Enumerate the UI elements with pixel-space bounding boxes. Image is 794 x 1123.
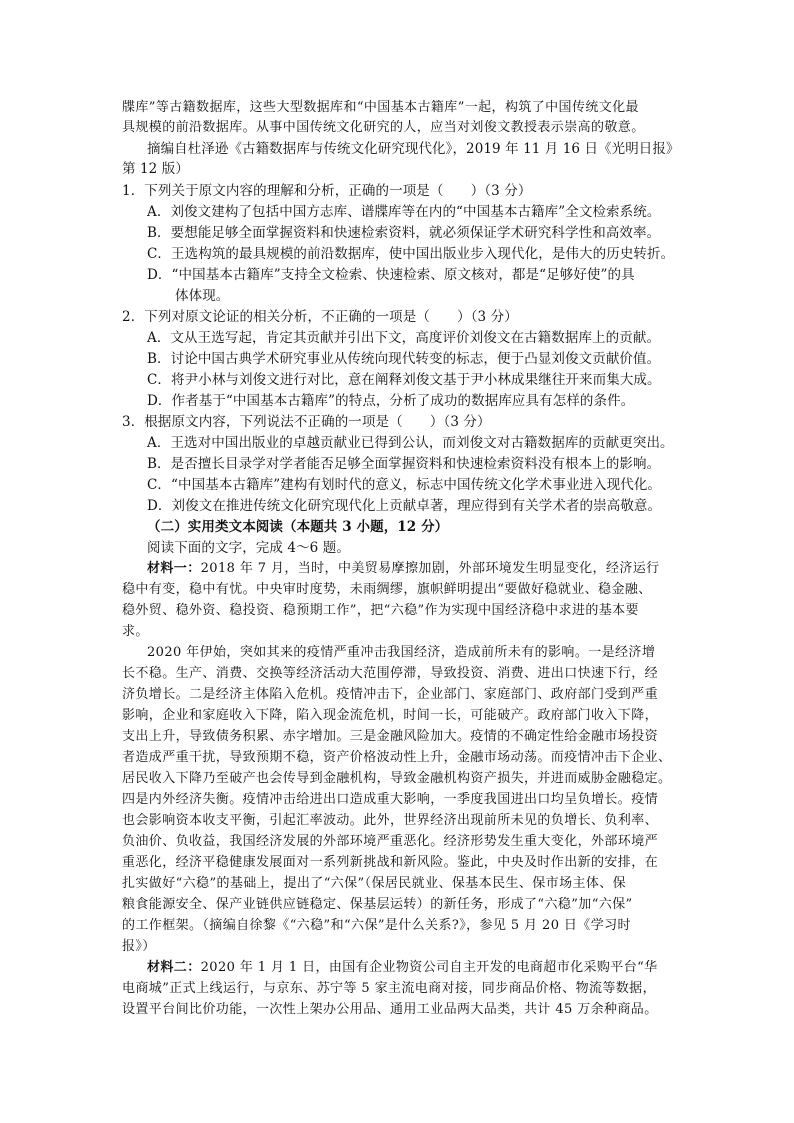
- question-1-stem: 1．下列关于原文内容的理解和分析，正确的一项是（ ）（3 分）: [122, 183, 532, 199]
- material-1-p2-line-9: 也会影响资本收支平衡，引起汇率波动。此外，世界经济出现前所未见的负增长、负利率、: [122, 813, 659, 828]
- question-3-option-b: B．是否擅长目录学对学者能否足够全面掌握资料和快速检索资料没有根本上的影响。: [147, 456, 661, 472]
- question-3-option-d: D．刘俊文在推进传统文化研究现代化上贡献卓著，理应得到有关学术者的崇高敬意。: [147, 498, 662, 514]
- material-1-label: 材料一：: [147, 561, 201, 576]
- question-1-option-d: D．“中国基本古籍库”支持全文检索、快速检索、原文核对，都是“足够好使”的具: [147, 267, 635, 283]
- question-2-option-c: C．将尹小林与刘俊文进行对比，意在阐释刘俊文基于尹小林成果继往开来而集大成。: [147, 372, 661, 388]
- material-1-p2-line-13: 粮食能源安全、保产业链供应链稳定、保基层运转）的新任务，形成了“六稳”加“六保”: [122, 897, 633, 912]
- material-1-p2-line-15: 报》）: [122, 939, 156, 954]
- material-1-p2-line-4: 影响，企业和家庭收入下降，陷入现金流危机，时间一长，可能破产。政府部门收入下降，: [122, 708, 659, 723]
- material-1-p2-line-3: 济负增长。二是经济主体陷入危机。疫情冲击下，企业部门、家庭部门、政府部门受到严重: [122, 687, 659, 702]
- question-2-option-a: A．文从王选写起，肯定其贡献并引出下文，高度评价刘俊文在古籍数据库上的贡献。: [147, 330, 661, 346]
- material-1-line-4: 求。: [122, 624, 149, 639]
- material-2-line-3: 设置平台间比价功能，一次性上架办公用品、通用工业品两大品类，共计 45 万余种商品。: [122, 1002, 658, 1017]
- material-1-line-2: 稳中有变，稳中有忧。中央审时度势，未雨绸缪，旗帜鲜明提出“要做好稳就业、稳金融、: [122, 582, 652, 597]
- material-1-p2-line-14: 的工作框架。（摘编自徐黎《“六稳”和“六保”是什么关系?》，参见 5 月 20 日《学习时: [122, 918, 631, 933]
- question-2-option-d: D．作者基于“中国基本古籍库”的特点，分析了成功的数据库应具有怎样的条件。: [147, 393, 635, 409]
- question-2-stem: 2．下列对原文论证的相关分析，不正确的一项是（ ）（3 分）: [122, 309, 518, 325]
- intro-end-line-2: 具规模的前沿数据库。从事中国传统文化研究的人，应当对刘俊文教授表示崇高的敬意。: [122, 120, 645, 135]
- material-1-p2-line-8: 四是内外经济失衡。疫情冲击给进出口造成重大影响，一季度我国进出口均呈负增长。疫情: [122, 792, 659, 807]
- material-1-p2-line-5: 支出上升，导致债务积累、赤字增加。三是金融风险加大。疫情的不确定性给金融市场投资: [122, 729, 659, 744]
- material-1-p2-line-6: 者造成严重干扰，导致预期不稳，资产价格波动性上升，金融市场动荡。而疫情冲击下企业、: [122, 750, 672, 765]
- material-1-p2-line-10: 负油价、负收益，我国经济发展的外部环境严重恶化。经济形势发生重大变化，外部环境严: [122, 834, 659, 849]
- question-1-option-c: C．王选构筑的最具规模的前沿数据库，使中国出版业步入现代化，是伟大的历史转折。: [147, 246, 675, 262]
- question-1-option-d-continued: 体体现。: [175, 288, 230, 304]
- question-1-option-b: B．要想能足够全面掌握资料和快速检索资料，就必须保证学术研究科学性和高效率。: [147, 225, 661, 241]
- material-1-p2-line-7: 居民收入下降乃至破产也会传导到金融机构，导致金融机构资产损失，并进而威胁金融稳定。: [122, 771, 672, 786]
- source-citation-line-2: 第 12 版）: [122, 161, 189, 177]
- material-1-p2-line-2: 长不稳。生产、消费、交换等经济活动大范围停滞，导致投资、消费、进出口快速下行，经: [122, 666, 659, 681]
- material-1-line-3: 稳外贸、稳外资、稳投资、稳预期工作”，把“六稳”作为实现中国经济稳中求进的基本要: [122, 603, 639, 618]
- question-1-option-a: A．刘俊文建构了包括中国方志库、谱牒库等在内的“中国基本古籍库”全文检索系统。: [147, 204, 661, 220]
- material-1-line-1: [147, 559, 660, 579]
- question-2-option-b: B．讨论中国古典学术研究事业从传统向现代转变的标志，便于凸显刘俊文贡献价值。: [147, 351, 661, 367]
- question-3-stem: 3．根据原文内容，下列说法不正确的一项是（ ）（3 分）: [122, 414, 491, 430]
- source-citation-line-1: 摘编自杜泽逊《古籍数据库与传统文化研究现代化》，2019 年 11 月 16 日《光明日报》: [147, 141, 680, 157]
- intro-end-line-1: 牒库”等古籍数据库，这些大型数据库和“中国基本古籍库”一起，构筑了中国传统文化最: [122, 100, 639, 115]
- material-2-text: 2020 年 1 月 1 日，由国有企业物资公司自主开发的电商超市化采购平台“华: [200, 960, 658, 975]
- material-1-p2-line-11: 重恶化，经济平稳健康发展面对一系列新挑战和新风险。鉴此，中央及时作出新的安排，在: [122, 855, 659, 870]
- question-3-option-a: A．王选对中国出版业的卓越贡献业已得到公认，而刘俊文对古籍数据库的贡献更突出。: [147, 435, 674, 451]
- question-3-option-c: C．“中国基本古籍库”建构有划时代的意义，标志中国传统文化学术事业进入现代化。: [147, 477, 662, 493]
- material-1-p2-line-1: 2020 年伊始，突如其来的疫情严重冲击我国经济，造成前所未有的影响。一是经济增: [147, 645, 656, 660]
- section-heading: （二）实用类文本阅读（本题共 3 小题，12 分）: [147, 519, 449, 535]
- material-2-line-2: 电商城”正式上线运行，与京东、苏宁等 5 家主流电商对接，同步商品价格、物流等数据，: [122, 981, 656, 996]
- material-2-line-1: [147, 958, 658, 978]
- material-2-label: 材料二：: [147, 960, 201, 975]
- material-1-text: 2018 年 7 月，当时，中美贸易摩擦加剧，外部环境发生明显变化，经济运行: [200, 561, 660, 576]
- material-1-p2-line-12: 扎实做好“六稳”的基础上，提出了“六保”（保居民就业、保基本民生、保市场主体、保: [122, 876, 627, 891]
- section-instruction: 阅读下面的文字，完成 4～6 题。: [147, 540, 350, 556]
